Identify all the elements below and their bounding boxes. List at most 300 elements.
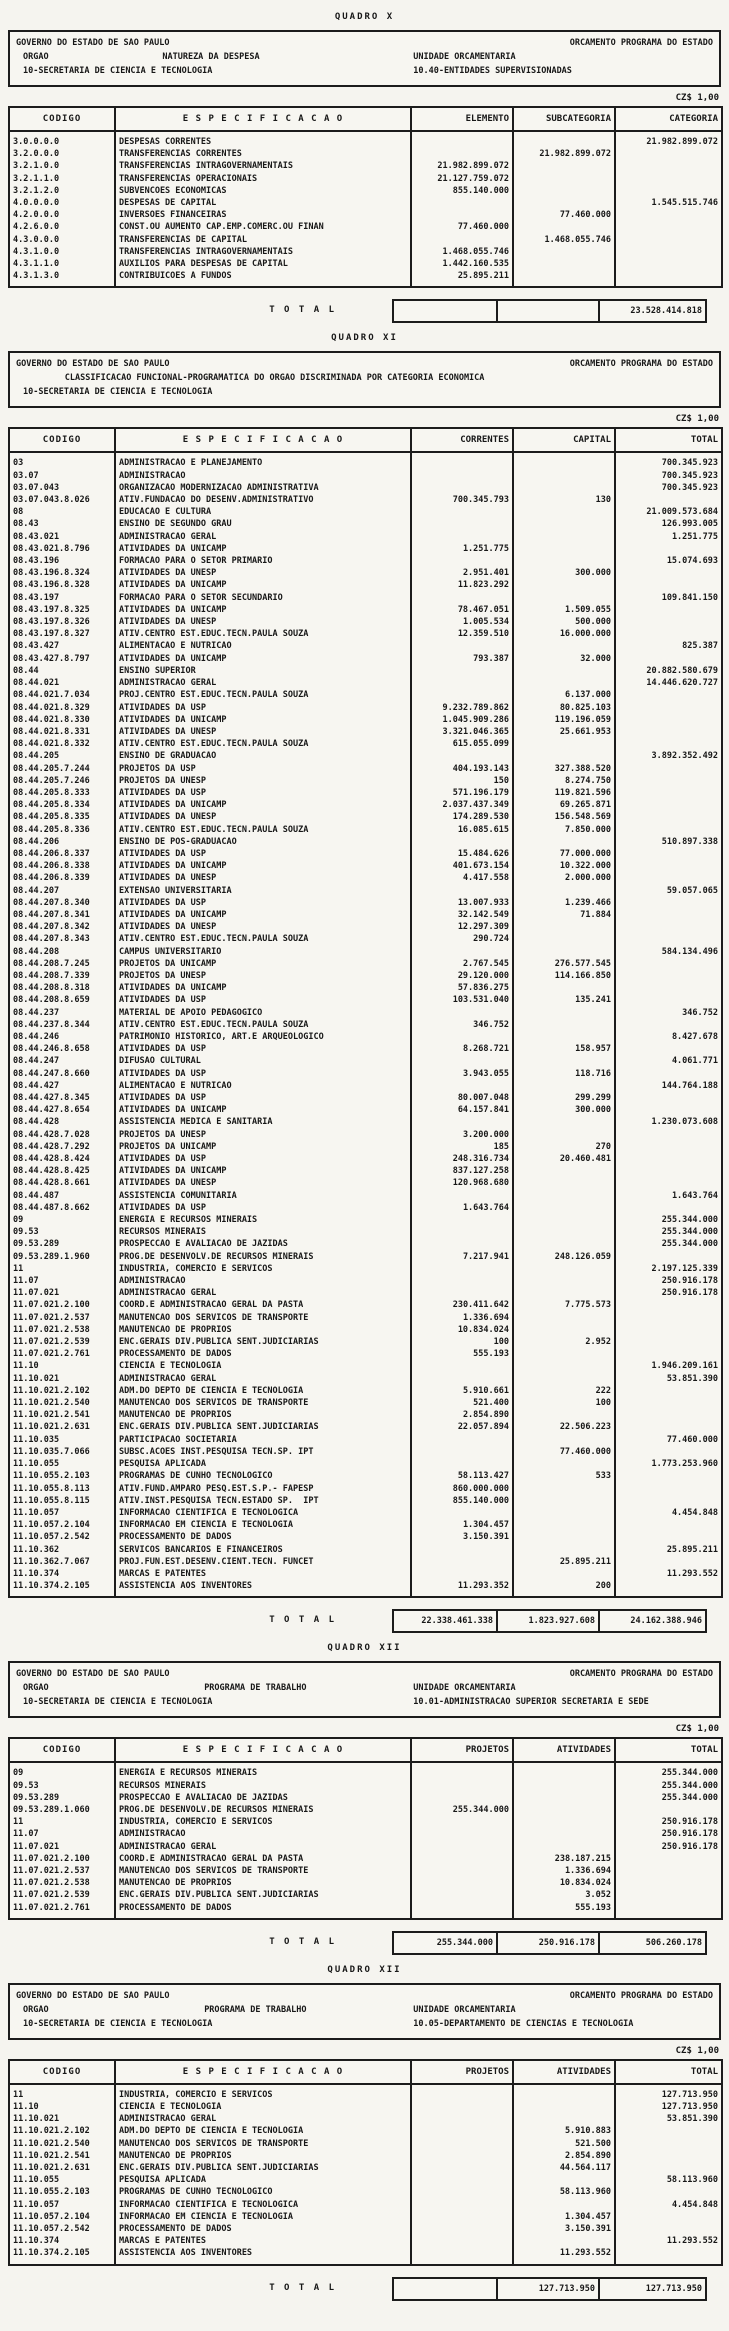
cell-especificacao: DESPESAS CORRENTES: [115, 131, 411, 148]
cell-codigo: 11.07.021.2.100: [9, 1853, 115, 1865]
cell-col3: 21.127.759.072: [411, 173, 513, 185]
cell-especificacao: INFORMACAO CIENTIFICA E TECNOLOGICA: [115, 1507, 411, 1519]
cell-col4: 1.239.466: [513, 897, 615, 909]
cell-especificacao: ATIVIDADES DA USP: [115, 702, 411, 714]
table-row: [9, 1483, 722, 1495]
cell-col5: [615, 824, 722, 836]
cell-col4: [513, 1568, 615, 1580]
cell-especificacao: ALIMENTACAO E NUTRICAO: [115, 640, 411, 652]
cell-col5: [615, 2138, 722, 2150]
table-row: [9, 1043, 722, 1055]
cell-col3: [411, 1792, 513, 1804]
table-row: [9, 1902, 722, 1919]
table-row: [9, 946, 722, 958]
table-row: [9, 1007, 722, 1019]
cell-especificacao: ASSISTENCIA MEDICA E SANITARIA: [115, 1116, 411, 1128]
cell-codigo: 08.44.021.8.331: [9, 726, 115, 738]
cell-codigo: 08.44.428.8.424: [9, 1153, 115, 1165]
cell-especificacao: ADM.DO DEPTO DE CIENCIA E TECNOLOGIA: [115, 2125, 411, 2137]
cell-especificacao: ENSINO DE GRADUACAO: [115, 750, 411, 762]
quadro-title: QUADRO XI: [331, 333, 398, 344]
total-cells: [392, 1931, 707, 1955]
cell-col5: [615, 1385, 722, 1397]
quadro-xii-b-section: [8, 1965, 721, 2301]
cell-col4: [513, 946, 615, 958]
cell-especificacao: AUXILIOS PARA DESPESAS DE CAPITAL: [115, 258, 411, 270]
cell-col5: 11.293.552: [615, 2235, 722, 2247]
cell-col3: [411, 1544, 513, 1556]
cell-codigo: 03.07.043.8.026: [9, 494, 115, 506]
table-row: [9, 1141, 722, 1153]
cell-col5: [615, 1129, 722, 1141]
column-header: E S P E C I F I C A C A O: [115, 2060, 411, 2084]
cell-col5: 3.892.352.492: [615, 750, 722, 762]
cell-col3: [411, 677, 513, 689]
table-row: [9, 665, 722, 677]
column-header: CODIGO: [9, 2060, 115, 2084]
cell-codigo: 11.10.055: [9, 2174, 115, 2186]
cell-codigo: 08.44.021.7.034: [9, 689, 115, 701]
cell-col5: [615, 1165, 722, 1177]
cell-col4: 71.884: [513, 909, 615, 921]
cell-especificacao: ALIMENTACAO E NUTRICAO: [115, 1080, 411, 1092]
table-row: [9, 811, 722, 823]
cell-codigo: 3.2.1.2.0: [9, 185, 115, 197]
column-header: E S P E C I F I C A C A O: [115, 428, 411, 452]
cell-especificacao: MANUTENCAO DOS SERVICOS DE TRANSPORTE: [115, 1312, 411, 1324]
cell-col3: [411, 1360, 513, 1372]
cell-especificacao: ATIVIDADES DA USP: [115, 1202, 411, 1214]
cell-especificacao: ADM.DO DEPTO DE CIENCIA E TECNOLOGIA: [115, 1385, 411, 1397]
cell-col4: 299.299: [513, 1092, 615, 1104]
total-cell: 23.528.414.818: [598, 301, 705, 321]
cell-especificacao: ATIVIDADES DA USP: [115, 994, 411, 1006]
table-row: [9, 1434, 722, 1446]
cell-col5: 14.446.620.727: [615, 677, 722, 689]
cell-col3: [411, 2223, 513, 2235]
cell-especificacao: ENC.GERAIS DIV.PUBLICA SENT.JUDICIARIAS: [115, 1421, 411, 1433]
table-row: [9, 726, 722, 738]
cell-col5: 346.752: [615, 1007, 722, 1019]
table-row: [9, 2211, 722, 2223]
cell-col5: 21.009.573.684: [615, 506, 722, 518]
cell-col4: 21.982.899.072: [513, 148, 615, 160]
table-row: [9, 933, 722, 945]
cell-col5: [615, 2223, 722, 2235]
cell-col3: 10.834.024: [411, 1324, 513, 1336]
cell-col4: [513, 1275, 615, 1287]
cell-col4: [513, 1792, 615, 1804]
cell-col3: 860.000.000: [411, 1483, 513, 1495]
orgao-value: 10-SECRETARIA DE CIENCIA E TECNOLOGIA: [22, 66, 213, 76]
cell-col5: [615, 1251, 722, 1263]
table-row: [9, 860, 722, 872]
cell-col3: [411, 2211, 513, 2223]
cell-especificacao: ATIVIDADES DA UNESP: [115, 567, 411, 579]
cell-codigo: 11.10.055: [9, 1458, 115, 1470]
cell-col3: [411, 131, 513, 148]
table-row: [9, 653, 722, 665]
cell-col5: [615, 616, 722, 628]
table-row: [9, 1568, 722, 1580]
cell-col3: 103.531.040: [411, 994, 513, 1006]
cell-especificacao: ORGANIZACAO MODERNIZACAO ADMINISTRATIVA: [115, 482, 411, 494]
cell-col3: [411, 1780, 513, 1792]
cell-col3: 29.120.000: [411, 970, 513, 982]
cell-especificacao: CIENCIA E TECNOLOGIA: [115, 1360, 411, 1372]
table-row: [9, 567, 722, 579]
table-row: [9, 1495, 722, 1507]
cell-especificacao: COORD.E ADMINISTRACAO GERAL DA PASTA: [115, 1853, 411, 1865]
cell-col4: [513, 2101, 615, 2113]
cell-col5: 255.344.000: [615, 1214, 722, 1226]
table-row: [9, 2199, 722, 2211]
column-header: CORRENTES: [411, 428, 513, 452]
cell-col4: 270: [513, 1141, 615, 1153]
column-header: PROJETOS: [411, 2060, 513, 2084]
cell-especificacao: ATIV.CENTRO EST.EDUC.TECN.PAULA SOUZA: [115, 933, 411, 945]
cell-col3: 3.150.391: [411, 1531, 513, 1543]
cell-col5: [615, 1495, 722, 1507]
cell-col3: [411, 2125, 513, 2137]
table-row: [9, 1092, 722, 1104]
cell-col4: [513, 555, 615, 567]
cell-col5: [615, 1531, 722, 1543]
cell-col4: [513, 246, 615, 258]
table-row: [9, 1470, 722, 1482]
cell-codigo: 3.2.0.0.0: [9, 148, 115, 160]
column-header: E S P E C I F I C A C A O: [115, 1738, 411, 1762]
cell-col3: 2.767.545: [411, 958, 513, 970]
cell-especificacao: ATIV.CENTRO EST.EDUC.TECN.PAULA SOUZA: [115, 738, 411, 750]
cell-especificacao: ADMINISTRACAO GERAL: [115, 1287, 411, 1299]
cell-especificacao: PROSPECCAO E AVALIACAO DE JAZIDAS: [115, 1238, 411, 1250]
cell-codigo: 11.10: [9, 1360, 115, 1372]
cell-col3: [411, 2084, 513, 2101]
cell-col3: 248.316.734: [411, 1153, 513, 1165]
table-row: [9, 1153, 722, 1165]
cell-col3: 11.823.292: [411, 579, 513, 591]
cell-especificacao: PROCESSAMENTO DE DADOS: [115, 1902, 411, 1919]
cell-col5: [615, 1804, 722, 1816]
cell-codigo: 3.0.0.0.0: [9, 131, 115, 148]
table-row: [9, 452, 722, 469]
cell-codigo: 09: [9, 1762, 115, 1779]
cell-especificacao: PROSPECCAO E AVALIACAO DE JAZIDAS: [115, 1792, 411, 1804]
table-row: [9, 1519, 722, 1531]
cell-codigo: 11.10.021.2.102: [9, 2125, 115, 2137]
cell-col3: [411, 531, 513, 543]
cell-col3: [411, 2101, 513, 2113]
cell-especificacao: ENSINO DE POS-GRADUACAO: [115, 836, 411, 848]
cell-col4: 11.293.552: [513, 2247, 615, 2264]
cell-especificacao: INDUSTRIA, COMERCIO E SERVICOS: [115, 2084, 411, 2101]
cell-col4: [513, 2235, 615, 2247]
cell-codigo: 08.43.197.8.325: [9, 604, 115, 616]
cell-col4: [513, 579, 615, 591]
cell-especificacao: PROJETOS DA USP: [115, 763, 411, 775]
cell-especificacao: ADMINISTRACAO GERAL: [115, 1841, 411, 1853]
table-row: [9, 799, 722, 811]
table-row: [9, 1068, 722, 1080]
cell-col4: [513, 2199, 615, 2211]
government-label: GOVERNO DO ESTADO DE SAO PAULO: [16, 1669, 170, 1680]
cell-col5: [615, 933, 722, 945]
cell-col5: [615, 1299, 722, 1311]
cell-col3: 2.037.437.349: [411, 799, 513, 811]
cell-codigo: 08.44.021.8.330: [9, 714, 115, 726]
total-cell: 1.823.927.608: [496, 1611, 598, 1631]
cell-col4: [513, 131, 615, 148]
cell-col3: [411, 2150, 513, 2162]
cell-col5: 825.387: [615, 640, 722, 652]
cell-col5: 1.545.515.746: [615, 197, 722, 209]
table-row: [9, 677, 722, 689]
table-row: [9, 1458, 722, 1470]
cell-codigo: 08.44.208: [9, 946, 115, 958]
table-row: [9, 775, 722, 787]
table-row: [9, 2138, 722, 2150]
budget-table: [8, 1737, 723, 1919]
cell-col3: [411, 1556, 513, 1568]
cell-codigo: 11.07.021.2.537: [9, 1865, 115, 1877]
cell-col4: [513, 1129, 615, 1141]
quadro-x-section: [8, 12, 721, 323]
cell-especificacao: PROJETOS DA UNESP: [115, 970, 411, 982]
table-row: [9, 750, 722, 762]
total-cell: [394, 2279, 496, 2299]
cell-col4: [513, 738, 615, 750]
table-row: [9, 1336, 722, 1348]
cell-especificacao: CONTRIBUICOES A FUNDOS: [115, 270, 411, 287]
table-row: [9, 1275, 722, 1287]
cell-col3: [411, 470, 513, 482]
work-program-label: PROGRAMA DE TRABALHO: [204, 1683, 307, 1694]
cell-col3: [411, 518, 513, 530]
cell-col4: [513, 1434, 615, 1446]
cell-especificacao: ATIVIDADES DA UNICAMP: [115, 653, 411, 665]
budget-program-label: ORCAMENTO PROGRAMA DO ESTADO: [569, 359, 713, 370]
header-box: [8, 1983, 721, 2040]
cell-col3: [411, 750, 513, 762]
cell-codigo: 08.44.207.8.342: [9, 921, 115, 933]
cell-codigo: 08.44.205.8.335: [9, 811, 115, 823]
table-row: [9, 2223, 722, 2235]
table-row: [9, 1865, 722, 1877]
table-row: [9, 714, 722, 726]
column-header: CODIGO: [9, 1738, 115, 1762]
cell-especificacao: ENSINO DE SEGUNDO GRAU: [115, 518, 411, 530]
cell-codigo: 11.10.057.2.104: [9, 2211, 115, 2223]
cell-especificacao: PROJETOS DA UNICAMP: [115, 1141, 411, 1153]
cell-especificacao: RECURSOS MINERAIS: [115, 1780, 411, 1792]
table-row: [9, 1202, 722, 1214]
total-cells: [392, 1609, 707, 1633]
table-row: [9, 640, 722, 652]
cell-col4: 119.196.059: [513, 714, 615, 726]
table-row: [9, 1792, 722, 1804]
column-header: CODIGO: [9, 428, 115, 452]
cell-codigo: 08.43: [9, 518, 115, 530]
cell-codigo: 11.10.374.2.105: [9, 1580, 115, 1597]
cell-especificacao: ENERGIA E RECURSOS MINERAIS: [115, 1214, 411, 1226]
cell-especificacao: ATIVIDADES DA UNICAMP: [115, 714, 411, 726]
cell-col4: [513, 270, 615, 287]
cell-col4: [513, 173, 615, 185]
cell-col5: [615, 1889, 722, 1901]
table-row: [9, 897, 722, 909]
cell-col5: [615, 2125, 722, 2137]
cell-col4: [513, 1116, 615, 1128]
cell-col5: [615, 970, 722, 982]
cell-col5: [615, 160, 722, 172]
cell-col3: 571.196.179: [411, 787, 513, 799]
budget-unit-value: 10.05-DEPARTAMENTO DE CIENCIAS E TECNOLOGIA: [413, 2018, 634, 2029]
cell-codigo: 08.44.205.8.333: [9, 787, 115, 799]
cell-especificacao: ADMINISTRACAO: [115, 1275, 411, 1287]
cell-codigo: 08.44.247.8.660: [9, 1068, 115, 1080]
cell-col4: 25.895.211: [513, 1556, 615, 1568]
cell-col3: 58.113.427: [411, 1470, 513, 1482]
cell-especificacao: MATERIAL DE APOIO PEDAGOGICO: [115, 1007, 411, 1019]
cell-col3: 1.304.457: [411, 1519, 513, 1531]
cell-especificacao: PESQUISA APLICADA: [115, 2174, 411, 2186]
budget-table: [8, 427, 723, 1598]
table-row: [9, 1841, 722, 1853]
cell-col4: [513, 543, 615, 555]
cell-codigo: 08.44.208.8.318: [9, 982, 115, 994]
cell-codigo: 09.53.289.1.060: [9, 1804, 115, 1816]
cell-col5: 11.293.552: [615, 1568, 722, 1580]
cell-especificacao: TRANSFERENCIAS CORRENTES: [115, 148, 411, 160]
cell-especificacao: INDUSTRIA, COMERCIO E SERVICOS: [115, 1263, 411, 1275]
column-header: CODIGO: [9, 107, 115, 131]
table-row: [9, 1397, 722, 1409]
cell-col4: 118.716: [513, 1068, 615, 1080]
cell-col4: 130: [513, 494, 615, 506]
cell-codigo: 11.10: [9, 2101, 115, 2113]
table-row: [9, 994, 722, 1006]
cell-col3: 32.142.549: [411, 909, 513, 921]
table-row: [9, 1544, 722, 1556]
cell-codigo: 08.43.196.8.328: [9, 579, 115, 591]
cell-col5: [615, 860, 722, 872]
cell-col4: 500.000: [513, 616, 615, 628]
quadro-xi-section: [8, 333, 721, 1633]
cell-especificacao: ADMINISTRACAO GERAL: [115, 2113, 411, 2125]
cell-codigo: 11: [9, 2084, 115, 2101]
cell-col3: 185: [411, 1141, 513, 1153]
cell-col5: 1.773.253.960: [615, 1458, 722, 1470]
cell-col4: 2.854.890: [513, 2150, 615, 2162]
table-row: [9, 531, 722, 543]
cell-col5: [615, 738, 722, 750]
table-row: [9, 160, 722, 172]
cell-especificacao: DIFUSAO CULTURAL: [115, 1055, 411, 1067]
column-header-row: [9, 107, 722, 131]
cell-col4: [513, 592, 615, 604]
cell-col5: [615, 1397, 722, 1409]
cell-col5: [615, 811, 722, 823]
cell-especificacao: ATIVIDADES DA USP: [115, 848, 411, 860]
cell-col4: 7.850.000: [513, 824, 615, 836]
column-header: PROJETOS: [411, 1738, 513, 1762]
total-cell: 255.344.000: [436, 1937, 493, 1948]
table-row: [9, 1299, 722, 1311]
cell-codigo: 11.07: [9, 1828, 115, 1840]
cell-col4: [513, 2113, 615, 2125]
cell-codigo: 11.07.021: [9, 1841, 115, 1853]
cell-codigo: 09.53.289: [9, 1792, 115, 1804]
cell-col5: [615, 543, 722, 555]
cell-col5: [615, 1519, 722, 1531]
cell-col3: [411, 1007, 513, 1019]
cell-codigo: 09: [9, 1214, 115, 1226]
cell-codigo: 08.44.208.7.339: [9, 970, 115, 982]
cell-codigo: 11.10.055.2.103: [9, 2186, 115, 2198]
cell-col3: [411, 1762, 513, 1779]
cell-col3: 80.007.048: [411, 1092, 513, 1104]
cell-col4: 16.000.000: [513, 628, 615, 640]
cell-col4: [513, 836, 615, 848]
table-row: [9, 518, 722, 530]
cell-codigo: 11.10.374.2.105: [9, 2247, 115, 2264]
total-cell: [496, 301, 598, 321]
total-cell: 506.260.178: [598, 1933, 705, 1953]
cell-codigo: 11.10.057: [9, 1507, 115, 1519]
table-row: [9, 2125, 722, 2137]
cell-col4: [513, 258, 615, 270]
cell-col3: 100: [411, 1336, 513, 1348]
cell-col4: 1.509.055: [513, 604, 615, 616]
cell-col3: [411, 2162, 513, 2174]
column-header: ELEMENTO: [411, 107, 513, 131]
table-row: [9, 2113, 722, 2125]
cell-codigo: 11.10.055.8.113: [9, 1483, 115, 1495]
cell-especificacao: ADMINISTRACAO GERAL: [115, 677, 411, 689]
cell-col4: 158.957: [513, 1043, 615, 1055]
table-row: [9, 1031, 722, 1043]
table-row: [9, 2150, 722, 2162]
cell-col3: 401.673.154: [411, 860, 513, 872]
cell-col5: [615, 714, 722, 726]
cell-especificacao: ENC.GERAIS DIV.PUBLICA SENT.JUDICIARIAS: [115, 1889, 411, 1901]
cell-codigo: 08.44.208.8.659: [9, 994, 115, 1006]
cell-col4: 77.460.000: [513, 209, 615, 221]
table-row: [9, 209, 722, 221]
cell-col4: [513, 160, 615, 172]
cell-especificacao: PROJ.CENTRO EST.EDUC.TECN.PAULA SOUZA: [115, 689, 411, 701]
cell-col4: [513, 677, 615, 689]
cell-col4: [513, 1348, 615, 1360]
table-row: [9, 506, 722, 518]
cell-codigo: 08.43.197: [9, 592, 115, 604]
cell-especificacao: MANUTENCAO DE PROPRIOS: [115, 1324, 411, 1336]
cell-col5: [615, 1865, 722, 1877]
table-row: [9, 763, 722, 775]
cell-especificacao: MANUTENCAO DE PROPRIOS: [115, 1409, 411, 1421]
cell-col3: 793.387: [411, 653, 513, 665]
cell-col3: 150: [411, 775, 513, 787]
cell-col4: 114.166.850: [513, 970, 615, 982]
currency-label: CZ$ 1,00: [675, 93, 719, 103]
total-row: [8, 1609, 721, 1633]
total-row: [8, 1931, 721, 1955]
cell-col4: [513, 452, 615, 469]
cell-especificacao: ATIVIDADES DA UNESP: [115, 1177, 411, 1189]
cell-col3: 9.232.789.862: [411, 702, 513, 714]
government-label: GOVERNO DO ESTADO DE SAO PAULO: [16, 38, 170, 48]
